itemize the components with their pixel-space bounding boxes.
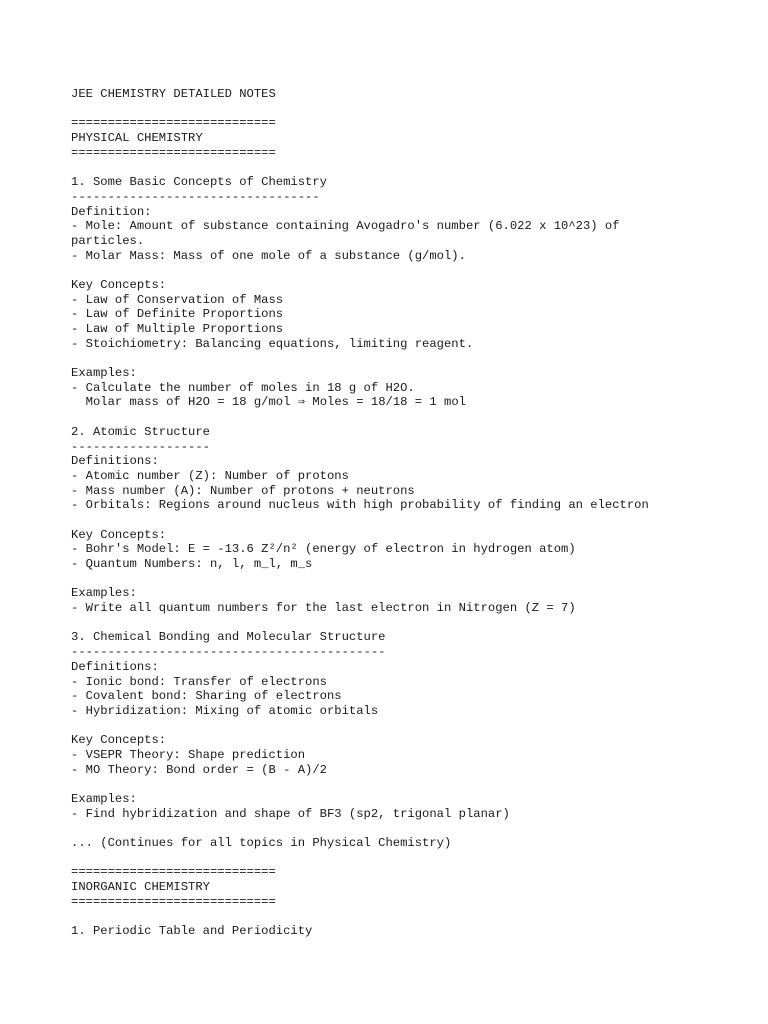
bullet-item: - Orbitals: Regions around nucleus with high probability of finding an electron <box>71 498 649 513</box>
text-line: particles. <box>71 233 145 248</box>
bullet-item: - Quantum Numbers: n, l, m_l, m_s <box>71 557 313 571</box>
topic-heading: 1. Periodic Table and Periodicity <box>71 924 313 939</box>
bullet-item: - Hybridization: Mixing of atomic orbitals <box>71 703 379 718</box>
blank-line <box>71 102 751 117</box>
text-line: Molar mass of H2O = 18 g/mol ⇒ Moles = 18/18 = 1 mol <box>71 395 466 410</box>
bullet-item: - Law of Multiple Proportions <box>71 322 284 336</box>
blank-line <box>71 851 751 866</box>
bullet-item: - VSEPR Theory: Shape prediction <box>71 747 306 762</box>
blank-line <box>71 719 751 734</box>
document-text <box>71 87 751 939</box>
subsection-label: Examples: <box>71 586 137 601</box>
section-rule: ============================ <box>71 894 276 909</box>
bullet-item: - Molar Mass: Mass of one mole of a substance (g/mol). <box>71 248 466 263</box>
bullet-item: - Law of Definite Proportions <box>71 307 284 322</box>
subsection-label: Examples: <box>71 366 137 381</box>
text-line: ... (Continues for all topics in Physical Chemistry) <box>71 836 452 851</box>
text-line: JEE CHEMISTRY DETAILED NOTES <box>71 87 276 101</box>
subsection-label: Definitions: <box>71 454 159 469</box>
bullet-item: - Atomic number (Z): Number of protons <box>71 468 349 483</box>
subsection-label: Definition: <box>71 204 152 219</box>
bullet-item: - Mole: Amount of substance containing Avogadro's number (6.022 x 10^23) of <box>71 219 620 234</box>
topic-heading: 3. Chemical Bonding and Molecular Structure <box>71 630 386 645</box>
section-rule: ============================ <box>71 116 276 131</box>
section-rule: ============================ <box>71 145 276 160</box>
bullet-item: - MO Theory: Bond order = (B - A)/2 <box>71 762 327 777</box>
text-line: PHYSICAL CHEMISTRY <box>71 131 203 146</box>
text-line: INORGANIC CHEMISTRY <box>71 880 210 895</box>
section-rule: ============================ <box>71 865 276 880</box>
topic-underline: ------------------- <box>71 439 210 454</box>
subsection-label: Definitions: <box>71 659 159 674</box>
topic-underline: ---------------------------------- <box>71 189 320 204</box>
blank-line <box>71 777 751 792</box>
topic-heading: 2. Atomic Structure <box>71 424 210 439</box>
blank-line <box>71 910 751 925</box>
bullet-item: - Find hybridization and shape of BF3 (sp2, trigonal planar) <box>71 806 510 821</box>
topic-heading: 1. Some Basic Concepts of Chemistry <box>71 175 327 190</box>
bullet-item: - Mass number (A): Number of protons + neutrons <box>71 483 415 498</box>
blank-line <box>71 410 751 425</box>
bullet-item: - Law of Conservation of Mass <box>71 292 284 307</box>
blank-line <box>71 572 751 587</box>
bullet-item: - Stoichiometry: Balancing equations, limiting reagent. <box>71 336 474 351</box>
bullet-item: - Bohr's Model: E = -13.6 Z²/n² (energy of electron in hydrogen atom) <box>71 542 576 557</box>
topic-underline: ------------------------------------------- <box>71 645 386 660</box>
bullet-item: - Write all quantum numbers for the last electron in Nitrogen (Z = 7) <box>71 601 576 616</box>
bullet-item: - Covalent bond: Sharing of electrons <box>71 689 342 704</box>
blank-line <box>71 616 751 631</box>
blank-line <box>71 160 751 175</box>
subsection-label: Key Concepts: <box>71 277 167 292</box>
bullet-item: - Calculate the number of moles in 18 g of H2O. <box>71 380 415 395</box>
bullet-item: - Ionic bond: Transfer of electrons <box>71 674 327 689</box>
blank-line <box>71 351 751 366</box>
blank-line <box>71 513 751 528</box>
subsection-label: Key Concepts: <box>71 527 167 542</box>
subsection-label: Key Concepts: <box>71 733 167 748</box>
subsection-label: Examples: <box>71 792 137 806</box>
blank-line <box>71 821 751 836</box>
blank-line <box>71 263 751 278</box>
